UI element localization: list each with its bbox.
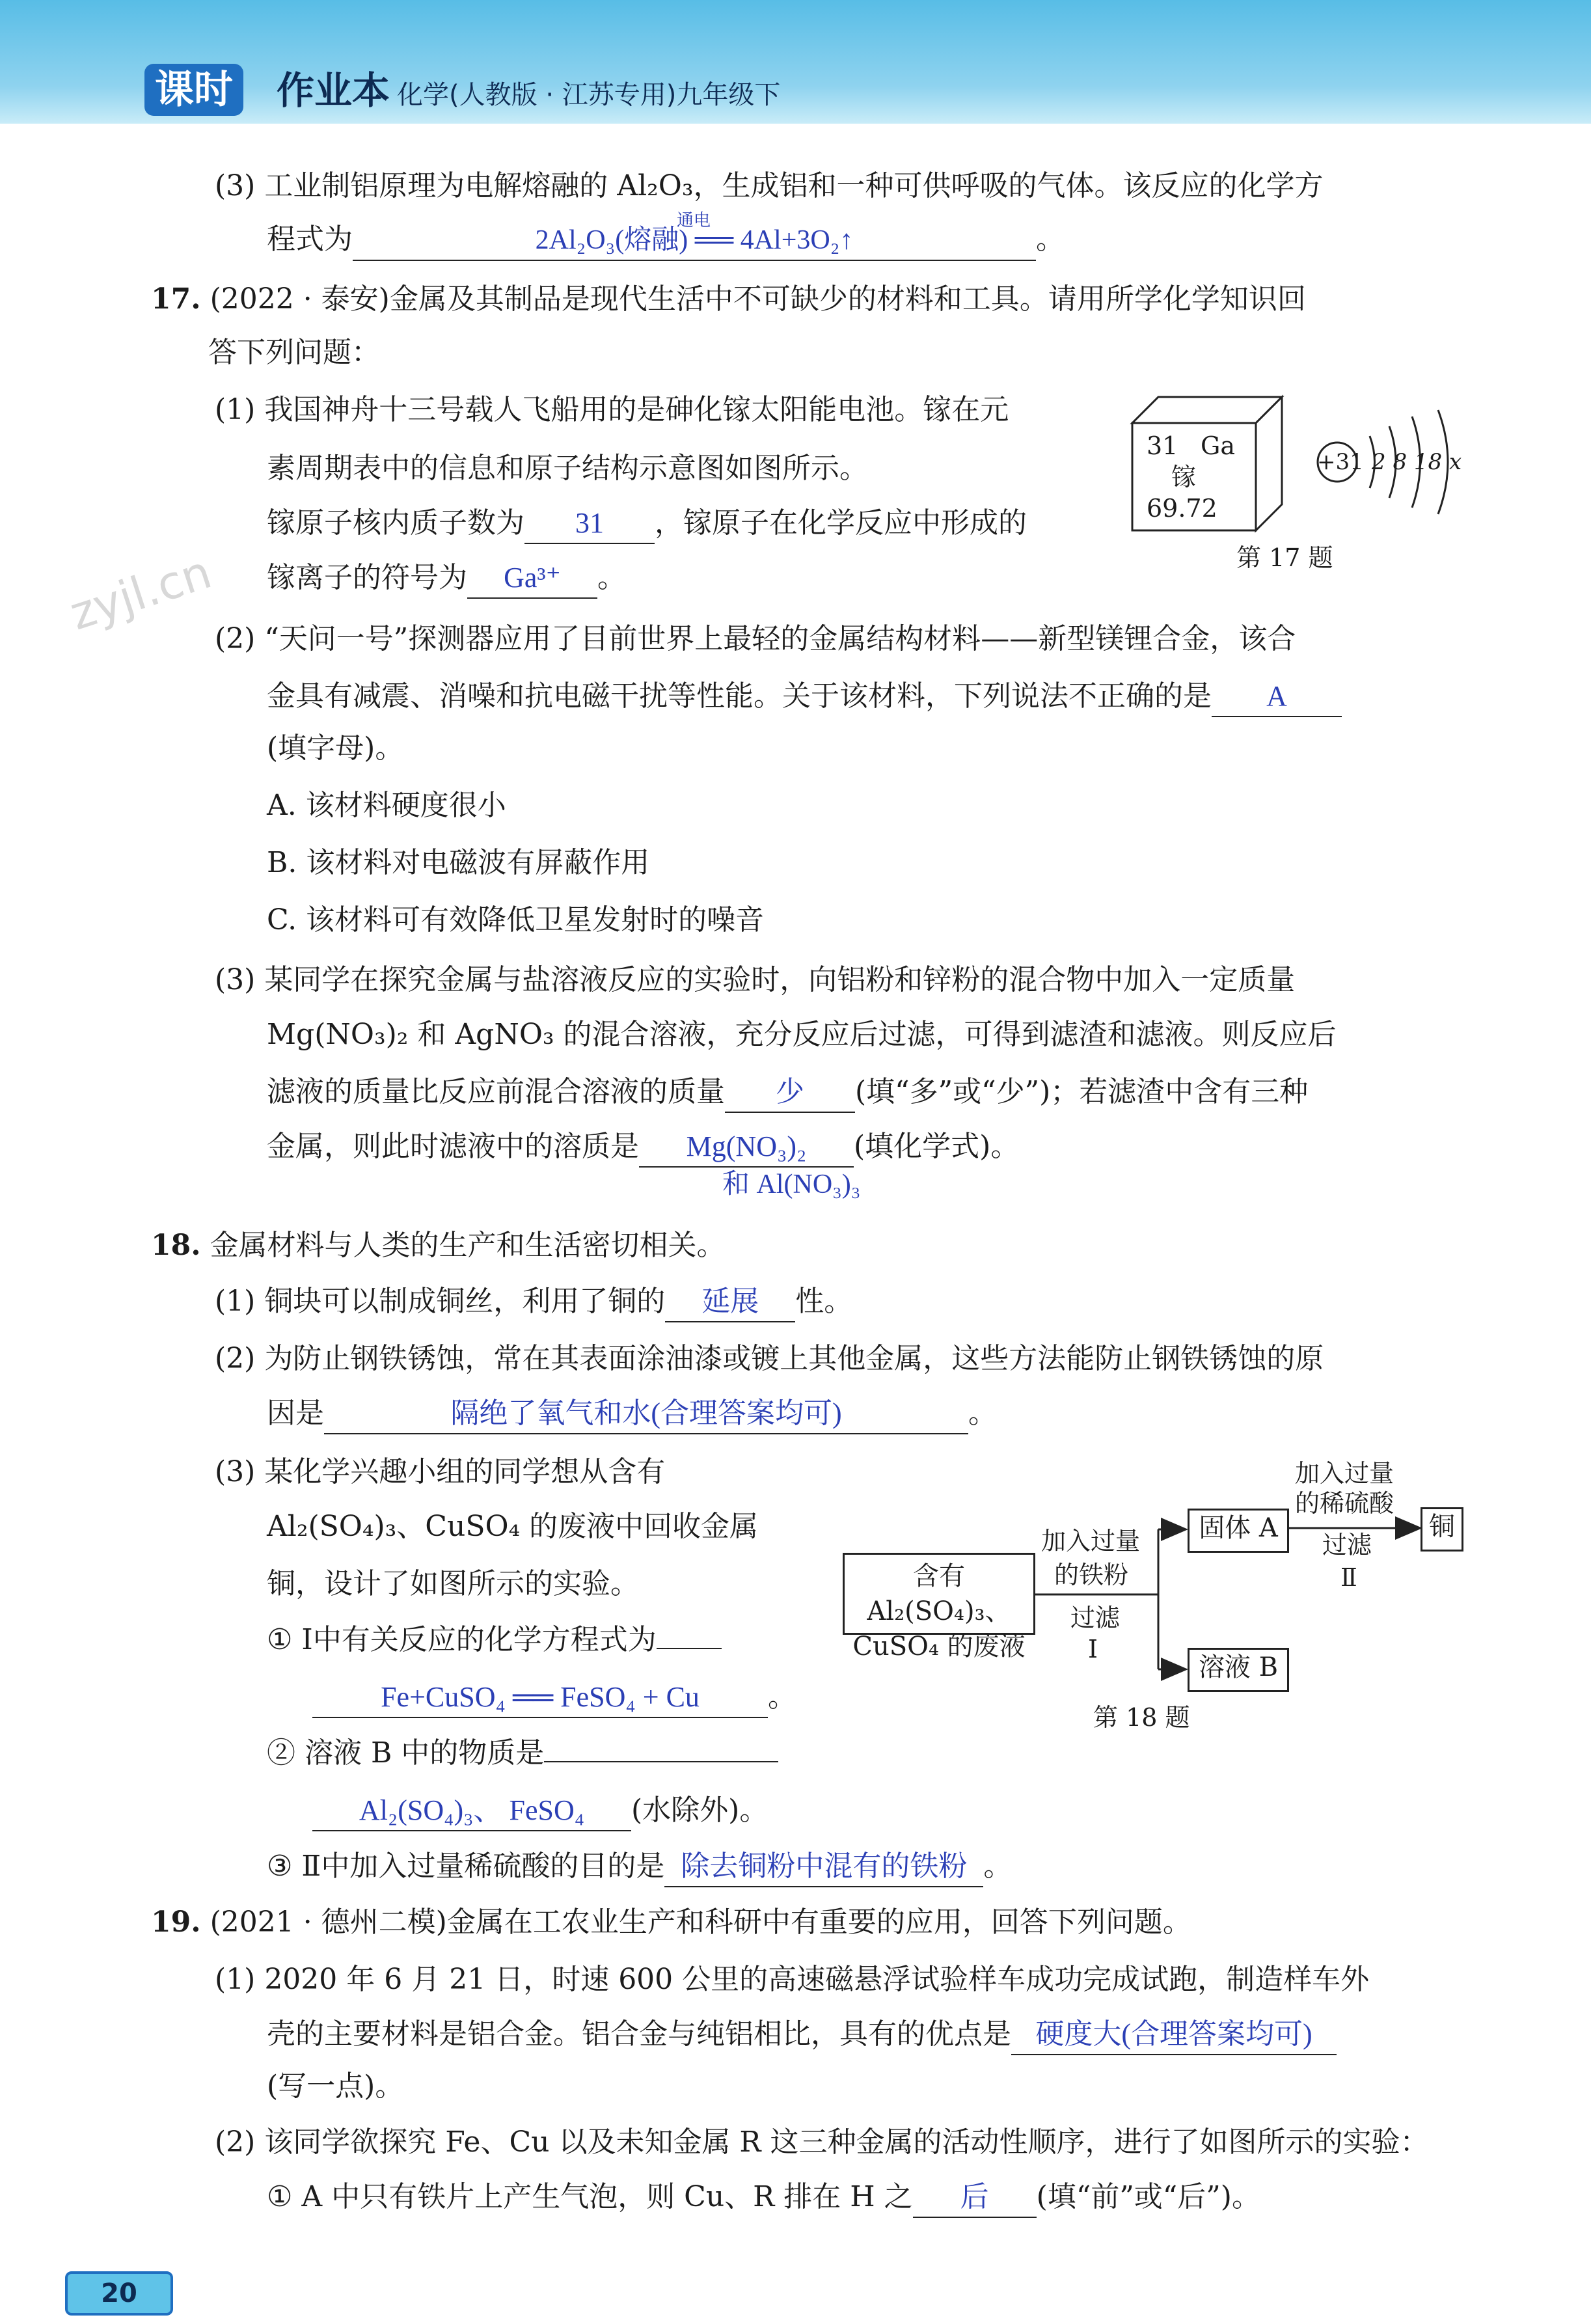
q18-s2-answer-line xyxy=(312,1791,768,1831)
atom-shells: 2 8 18 x xyxy=(1372,449,1462,475)
q17-p1-line4-suffix: 。 xyxy=(597,561,626,594)
q17-p3-line3 xyxy=(267,1073,1308,1113)
q17-p3-line4 xyxy=(267,1127,1019,1168)
q18-p1-answer: 延展 xyxy=(701,1285,759,1317)
q17-p2-line3: (填字母)。 xyxy=(267,731,404,765)
element-name: 镓 xyxy=(1171,463,1197,491)
q18-s3-prefix: ③ Ⅱ中加入过量稀硫酸的目的是 xyxy=(267,1850,665,1883)
q17-figure-caption: 第 17 题 xyxy=(1236,543,1333,572)
q17-p3-answer-solutes-1: Mg(NO₃)₂ xyxy=(686,1130,807,1162)
q18-s3-end: 。 xyxy=(983,1850,1013,1883)
element-symbol: Ga xyxy=(1201,431,1236,460)
q17-p2-answer: A xyxy=(1266,680,1287,712)
q17-p1-line4-prefix: 镓离子的符号为 xyxy=(267,561,467,594)
q18-number: 18. xyxy=(151,1229,201,1262)
q17-p2-line1: (2) “天问一号”探测器应用了目前世界上最轻的金属结构材料——新型镁锂合金，该合 xyxy=(215,622,1296,655)
q18-p3-line3: 铜，设计了如图所示的实验。 xyxy=(267,1567,639,1600)
q19-p1-line2-prefix: 壳的主要材料是铝合金。铝合金与纯铝相比，具有的优点是 xyxy=(267,2017,1011,2051)
q17-p2-line2 xyxy=(267,677,1342,717)
q17-option-a: A. 该材料硬度很小 xyxy=(267,789,506,822)
book-subject: 化学(人教版 · 江苏专用)九年级下 xyxy=(397,80,781,110)
q19-s1-line xyxy=(267,2178,1260,2218)
q17-p1-line3 xyxy=(267,504,1027,544)
q17-p3-answer-solutes-2: 和 Al(NO₃)₃ xyxy=(722,1169,861,1199)
atom-nucleus: +31 xyxy=(1317,449,1364,475)
q18-p2-line2-prefix: 因是 xyxy=(267,1397,324,1430)
flow-copper: 铜 xyxy=(1429,1512,1455,1542)
q16-3-end: 。 xyxy=(1036,223,1065,256)
q18-p2-line2 xyxy=(267,1394,997,1434)
q18-s2-suffix: (水除外)。 xyxy=(631,1794,768,1827)
q18-s2-line xyxy=(267,1734,778,1773)
q18-s1-answer-line xyxy=(312,1678,796,1718)
q17-p1-line1: (1) 我国神舟十三号载人飞船用的是砷化镓太阳能电池。镓在元 xyxy=(215,393,1009,426)
q18-s3-line xyxy=(267,1847,1012,1887)
q18-p3-line1: (3) 某化学兴趣小组的同学想从含有 xyxy=(215,1455,666,1488)
flow-solution-b: 溶液 B xyxy=(1198,1652,1279,1682)
watermark: zyjl.cn xyxy=(63,545,218,641)
q17-p1-line2: 素周期表中的信息和原子结构示意图如图所示。 xyxy=(267,452,868,485)
flow-step2-top-1: 加入过量 xyxy=(1295,1459,1394,1488)
q18-p1-prefix: (1) 铜块可以制成铜丝，利用了铜的 xyxy=(215,1285,666,1318)
element-mass: 69.72 xyxy=(1147,494,1217,523)
flow-solution-b-box xyxy=(1188,1648,1289,1692)
book-title: 作业本 xyxy=(277,68,390,113)
q18-p1-line xyxy=(215,1282,852,1322)
q18-s1-end: 。 xyxy=(768,1680,796,1714)
q18-s1-answer: Fe+CuSO₄ ══ FeSO₄ + Cu xyxy=(381,1681,700,1713)
flow-step2-bottom-2: Ⅱ xyxy=(1340,1563,1357,1592)
q16-3-line1: (3) 工业制铝原理为电解熔融的 Al₂O₃，生成铝和一种可供呼吸的气体。该反应的化学方 xyxy=(215,169,1324,202)
q16-3-answer-blank xyxy=(353,211,1036,261)
q17-p3-answer-less: 少 xyxy=(776,1076,804,1108)
q19-stem xyxy=(151,1903,1191,1942)
q18-s3-answer: 除去铜粉中混有的铁粉 xyxy=(681,1850,968,1882)
flow-step1-bottom-2: Ⅰ xyxy=(1088,1635,1098,1663)
q16-3-line2-prefix: 程式为 xyxy=(267,223,353,256)
q17-p3-line2: Mg(NO₃)₂ 和 AgNO₃ 的混合溶液，充分反应后过滤，可得到滤渣和滤液。则反应后 xyxy=(267,1018,1337,1051)
q18-p1-suffix: 性。 xyxy=(795,1285,853,1318)
q18-stem xyxy=(151,1226,726,1265)
q17-p2-line2-prefix: 金具有减震、消噪和抗电磁干扰等性能。关于该材料，下列说法不正确的是 xyxy=(267,679,1212,713)
q17-p3-line3-suffix: (填“多”或“少”)；若滤渣中含有三种 xyxy=(855,1075,1309,1108)
flow-step2-top-2: 的稀硫酸 xyxy=(1295,1489,1394,1518)
q17-p3-line4-suffix: (填化学式)。 xyxy=(854,1130,1020,1163)
flow-copper-box xyxy=(1421,1507,1463,1552)
q19-s1-prefix: ① A 中只有铁片上产生气泡，则 Cu、R 排在 H 之 xyxy=(267,2180,913,2213)
flow-start-line1: 含有 Al₂(SO₄)₃、 xyxy=(867,1561,1011,1626)
q17-p3-line4-prefix: 金属，则此时滤液中的溶质是 xyxy=(267,1130,639,1163)
q19-p1-line2 xyxy=(267,2015,1337,2055)
q18-s2-answer: Al₂(SO₄)₃、 FeSO₄ xyxy=(359,1794,585,1826)
q19-p1-line3: (写一点)。 xyxy=(267,2070,404,2103)
q17-line2: 答下列问题： xyxy=(208,336,380,369)
q18-line1: 金属材料与人类的生产和生活密切相关。 xyxy=(210,1229,726,1262)
q17-option-c: C. 该材料可有效降低卫星发射时的噪音 xyxy=(267,903,765,936)
flow-solid-a-box xyxy=(1188,1509,1289,1553)
q17-stem-line1 xyxy=(151,280,1306,319)
q17-option-b: B. 该材料对电磁波有屏蔽作用 xyxy=(267,846,650,879)
book-logo: 课时 xyxy=(144,64,243,116)
q18-p2-end: 。 xyxy=(968,1397,997,1430)
q18-s1-line xyxy=(267,1620,722,1660)
q19-p1-answer: 硬度大(合理答案均可) xyxy=(1035,2018,1312,2050)
q17-p1-answer-ion: Ga³⁺ xyxy=(504,562,561,594)
q17-p1-line4 xyxy=(267,558,626,599)
q19-line1: (2021 · 德州二模)金属在工农业生产和科研中有重要的应用，回答下列问题。 xyxy=(210,1906,1191,1939)
q17-line1: (2022 · 泰安)金属及其制品是现代生活中不可缺少的材料和工具。请用所学化学知识回 xyxy=(210,282,1306,316)
flow-start-line2: CuSO₄ 的废液 xyxy=(852,1632,1026,1661)
q18-s2-prefix: ② 溶液 B 中的物质是 xyxy=(267,1736,545,1770)
q19-p2-line1: (2) 该同学欲探究 Fe、Cu 以及未知金属 R 这三种金属的活动性顺序，进行了如图所示的实验： xyxy=(215,2126,1429,2159)
q17-p1-line3-suffix: ，镓原子在化学反应中形成的 xyxy=(655,506,1027,540)
page-number: 20 xyxy=(65,2271,173,2316)
flow-solid-a: 固体 A xyxy=(1199,1513,1278,1543)
q18-p2-answer: 隔绝了氧气和水(合理答案均可) xyxy=(450,1397,842,1429)
q19-p1-line1: (1) 2020 年 6 月 21 日，时速 600 公里的高速磁悬浮试验样车成功完成试跑，制造样车外 xyxy=(215,1963,1370,1996)
flow-start-box xyxy=(843,1553,1035,1661)
q17-number: 17. xyxy=(151,282,201,316)
q17-p3-line1: (3) 某同学在探究金属与盐溶液反应的实验时，向铝粉和锌粉的混合物中加入一定质量 xyxy=(215,963,1296,996)
q17-p3-line3-prefix: 滤液的质量比反应前混合溶液的质量 xyxy=(267,1075,725,1108)
q19-s1-suffix: (填“前”或“后”)。 xyxy=(1036,2180,1260,2213)
q18-s1-prefix: ① Ⅰ中有关反应的化学方程式为 xyxy=(267,1623,657,1656)
flow-step2-bottom-1: 过滤 xyxy=(1322,1531,1372,1559)
q17-p1-answer-protons: 31 xyxy=(575,507,604,539)
q16-3-line2 xyxy=(267,211,1065,261)
q18-p2-line1: (2) 为防止钢铁锈蚀，常在其表面涂油漆或镀上其他金属，这些方法能防止钢铁锈蚀的原 xyxy=(215,1342,1324,1375)
q16-3-answer: 2Al₂O₃(熔融) ══ 4Al+3O₂↑ xyxy=(535,225,854,255)
q17-p1-line3-prefix: 镓原子核内质子数为 xyxy=(267,506,524,540)
q18-figure-caption: 第 18 题 xyxy=(1093,1703,1190,1732)
flow-step1-top-1: 加入过量 xyxy=(1041,1527,1141,1555)
element-number: 31 xyxy=(1147,431,1178,460)
q16-3-condition: 通电 xyxy=(677,211,711,230)
flow-step1-bottom-1: 过滤 xyxy=(1070,1604,1121,1632)
q19-s1-answer: 后 xyxy=(960,2181,989,2213)
q18-p3-line2: Al₂(SO₄)₃、CuSO₄ 的废液中回收金属 xyxy=(267,1510,759,1543)
flow-step1-top-2: 的铁粉 xyxy=(1054,1561,1129,1589)
q19-number: 19. xyxy=(151,1906,201,1939)
